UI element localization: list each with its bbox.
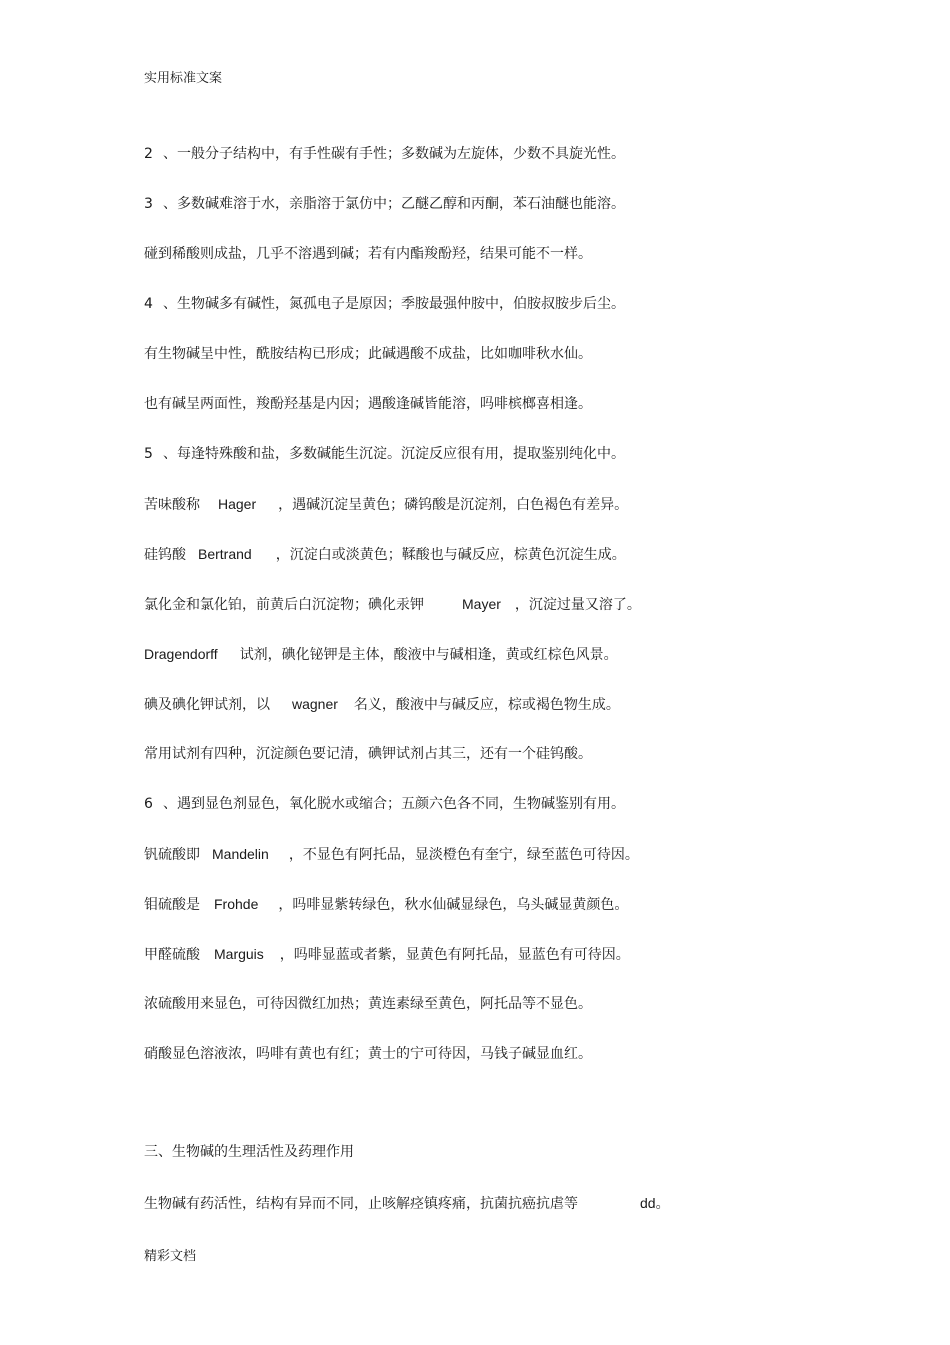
reagent-name: Hager bbox=[218, 496, 257, 512]
text-line: 硝酸显色溶液浓，吗啡有黄也有红；黄士的宁可待因，马钱子碱显血红。 bbox=[144, 1046, 592, 1062]
reagent-name: Bertrand bbox=[198, 546, 252, 562]
text-segment: ，沉淀白或淡黄色；鞣酸也与碱反应，棕黄色沉淀生成。 bbox=[275, 547, 626, 563]
text-segment: 名义，酸液中与碱反应，棕或褐色物生成。 bbox=[353, 697, 620, 713]
section-heading: 三、生物碱的生理活性及药理作用 bbox=[144, 1144, 354, 1160]
reagent-name: wagner bbox=[292, 696, 338, 712]
text-segment: 甲醛硫酸 bbox=[144, 947, 200, 963]
text-segment: ，沉淀过量又溶了。 bbox=[514, 597, 641, 613]
text-line bbox=[144, 1193, 670, 1214]
text-line: 浓硫酸用来显色，可待因微红加热；黄连素绿至黄色，阿托品等不显色。 bbox=[144, 996, 592, 1012]
text-line: 有生物碱呈中性，酰胺结构已形成；此碱遇酸不成盐，比如咖啡秋水仙。 bbox=[144, 346, 592, 362]
text-segment: 生物碱有药活性，结构有异而不同，止咳解痉镇疼痛，抗菌抗癌抗虐等 bbox=[144, 1196, 578, 1212]
text-line: 4 、生物碱多有碱性，氮孤电子是原因；季胺最强仲胺中，伯胺叔胺步后尘。 bbox=[144, 296, 625, 312]
text-line: 也有碱呈两面性，羧酚羟基是内因；遇酸逢碱皆能溶，吗啡槟榔喜相逢。 bbox=[144, 396, 592, 412]
reagent-name: Mayer bbox=[462, 596, 501, 612]
reagent-name: Dragendorff bbox=[144, 646, 218, 662]
text-line: 2 、一般分子结构中，有手性碳有手性；多数碱为左旋体，少数不具旋光性。 bbox=[144, 146, 625, 162]
page-header: 实用标准文案 bbox=[144, 71, 223, 86]
text-segment: 钒硫酸即 bbox=[144, 847, 200, 863]
text-segment: ，吗啡显蓝或者紫，显黄色有阿托品，显蓝色有可待因。 bbox=[279, 947, 630, 963]
text-line bbox=[144, 544, 626, 565]
text-segment: ，吗啡显紫转绿色，秋水仙碱显绿色，乌头碱显黄颜色。 bbox=[278, 897, 629, 913]
text-line: 3 、多数碱难溶于水，亲脂溶于氯仿中；乙醚乙醇和丙酮，苯石油醚也能溶。 bbox=[144, 196, 625, 212]
text-segment: 钼硫酸是 bbox=[144, 897, 200, 913]
reagent-name: Marguis bbox=[214, 946, 264, 962]
text-line bbox=[144, 694, 620, 715]
text-line bbox=[144, 894, 628, 915]
text-line bbox=[144, 594, 641, 615]
text-segment: dd。 bbox=[640, 1195, 670, 1211]
text-line: 常用试剂有四种，沉淀颜色要记清，碘钾试剂占其三，还有一个硅钨酸。 bbox=[144, 746, 592, 762]
page-footer: 精彩文档 bbox=[144, 1249, 197, 1264]
text-line: 5 、每逢特殊酸和盐，多数碱能生沉淀。沉淀反应很有用，提取鉴别纯化中。 bbox=[144, 446, 625, 462]
text-segment: ，遇碱沉淀呈黄色；磷钨酸是沉淀剂，白色褐色有差异。 bbox=[278, 497, 629, 513]
text-segment: 碘及碘化钾试剂，以 bbox=[144, 697, 270, 713]
reagent-name: Mandelin bbox=[212, 846, 269, 862]
text-line: 碰到稀酸则成盐，几乎不溶遇到碱；若有内酯羧酚羟，结果可能不一样。 bbox=[144, 246, 592, 262]
text-segment: 硅钨酸 bbox=[144, 547, 186, 563]
text-segment: 试剂，碘化铋钾是主体，酸液中与碱相逢，黄或红棕色风景。 bbox=[239, 647, 618, 663]
text-line bbox=[144, 644, 618, 665]
text-segment: ，不显色有阿托品，显淡橙色有奎宁，绿至蓝色可待因。 bbox=[288, 847, 639, 863]
text-line bbox=[144, 494, 628, 515]
text-segment: 苦味酸称 bbox=[144, 497, 200, 513]
text-segment: 氯化金和氯化铂，前黄后白沉淀物；碘化汞钾 bbox=[144, 597, 424, 613]
text-line bbox=[144, 944, 630, 965]
text-line bbox=[144, 844, 639, 865]
text-line: 6 、遇到显色剂显色，氧化脱水或缩合；五颜六色各不同，生物碱鉴别有用。 bbox=[144, 796, 625, 812]
reagent-name: Frohde bbox=[214, 896, 259, 912]
